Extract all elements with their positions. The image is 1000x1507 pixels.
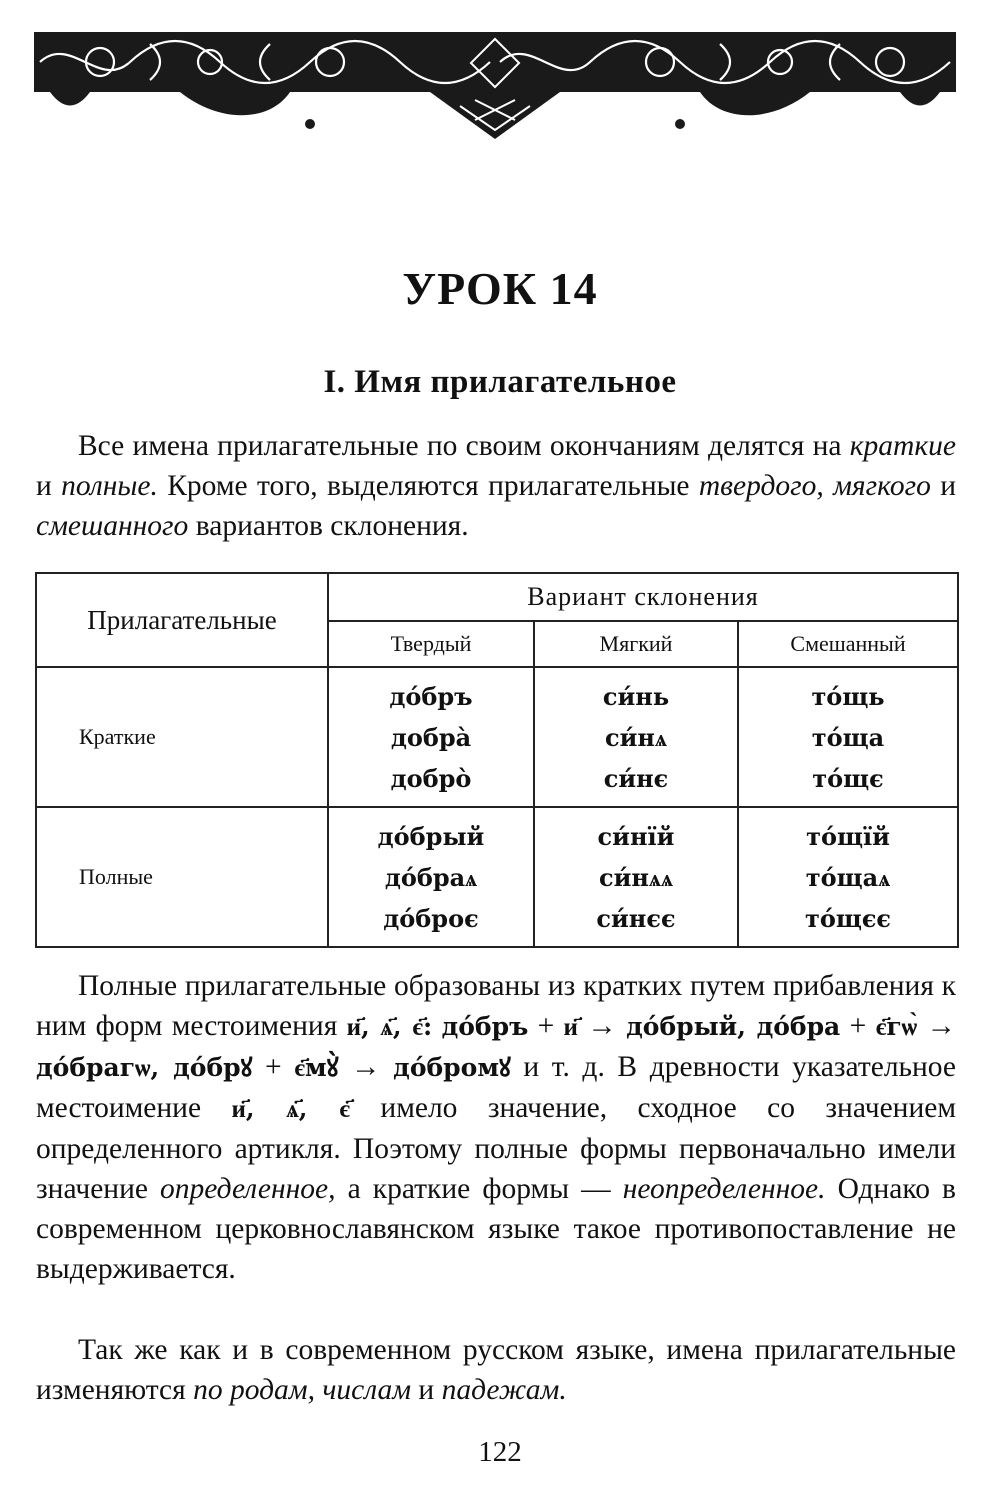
declension-table bbox=[35, 572, 959, 948]
col-soft: Мягкий bbox=[534, 621, 738, 667]
cs-inline: и҃, ѧ҃, є҃ bbox=[231, 1094, 351, 1123]
full-forms-paragraph: Полные прилагательные образованы из кратких путем прибавления к ним форм местоимения и҃, ѧ҃, є҃: до́бръ + и҃ → до́брый, до́бра + є҃гѡ̀ → до́брагѡ, до́брꙋ + є҃мꙋ̀ → до́бромꙋ и т. д. В древности указательное местоимение и҃, ѧ҃, є҃ имело значение, сходное со значением определенного артикля. Поэтому полные формы первоначально имели значение определенное, а краткие формы — неопределенное. Однако в современном церковнославянском языке такое противопоставление не выдерживается. bbox=[36, 970, 957, 1285]
cs-inline: и҃, ѧ҃, є҃: bbox=[346, 1012, 433, 1041]
short-hard-cell bbox=[328, 667, 534, 807]
cs-word: то́щєє bbox=[804, 903, 892, 933]
intro-paragraph: Все имена прилагательные по своим окончаниям делятся на краткие и полные. Кроме того, выделяются прилагательные твердого, мягкого и смешанного вариантов склонения. bbox=[36, 430, 956, 542]
cs-word: си́нїй bbox=[597, 821, 675, 851]
section-title: I. Имя прилагательное bbox=[323, 364, 677, 400]
header-adjectives: Прилагательные bbox=[36, 573, 328, 667]
lesson-title: УРОК 14 bbox=[402, 263, 598, 314]
cs-word: до́браѧ bbox=[384, 862, 478, 892]
short-soft-cell bbox=[534, 667, 738, 807]
cs-word: то́щє bbox=[812, 763, 884, 793]
cs-word: то́щїй bbox=[806, 821, 890, 851]
cs-inline: є҃мꙋ̀ bbox=[294, 1053, 339, 1082]
col-mixed: Смешанный bbox=[738, 621, 958, 667]
page-number: 122 bbox=[478, 1436, 522, 1468]
row-short-label: Краткие bbox=[36, 667, 328, 807]
cs-word: то́ща bbox=[811, 722, 885, 752]
cs-word: си́нѧѧ bbox=[599, 862, 673, 892]
header-variant: Вариант склонения bbox=[328, 573, 958, 621]
cs-word: до́броє bbox=[383, 903, 479, 933]
cs-word: то́щаѧ bbox=[805, 862, 891, 892]
cs-word: добро̀ bbox=[390, 763, 472, 793]
header-ornament bbox=[30, 14, 960, 154]
gender-number-case-paragraph: Так же как и в современном русском языке, имена прилагательные изменяются по родам, числам и падежам. bbox=[36, 1334, 956, 1406]
full-mixed-cell bbox=[738, 807, 958, 947]
cs-word: до́брый bbox=[377, 821, 485, 851]
cs-inline: до́бръ bbox=[441, 1012, 529, 1041]
row-full-label: Полные bbox=[36, 807, 328, 947]
short-mixed-cell bbox=[738, 667, 958, 807]
cs-inline: є҃гѡ̀ bbox=[875, 1012, 918, 1041]
cs-word: си́нєє bbox=[596, 903, 676, 933]
cs-inline: до́брый, до́бра bbox=[626, 1012, 841, 1041]
cs-word: си́нѧ bbox=[605, 722, 667, 752]
cs-word: си́нь bbox=[602, 681, 670, 711]
cs-word: добра̀ bbox=[390, 722, 472, 752]
cs-word: си́нє bbox=[603, 763, 669, 793]
col-hard: Твердый bbox=[328, 621, 534, 667]
full-hard-cell bbox=[328, 807, 534, 947]
full-soft-cell bbox=[534, 807, 738, 947]
cs-inline: до́бромꙋ bbox=[393, 1053, 511, 1082]
cs-word: то́щь bbox=[811, 681, 885, 711]
cs-inline: до́брагѡ, до́брꙋ bbox=[36, 1053, 253, 1082]
cs-inline: и҃ bbox=[563, 1012, 578, 1041]
cs-word: до́бръ bbox=[389, 681, 473, 711]
